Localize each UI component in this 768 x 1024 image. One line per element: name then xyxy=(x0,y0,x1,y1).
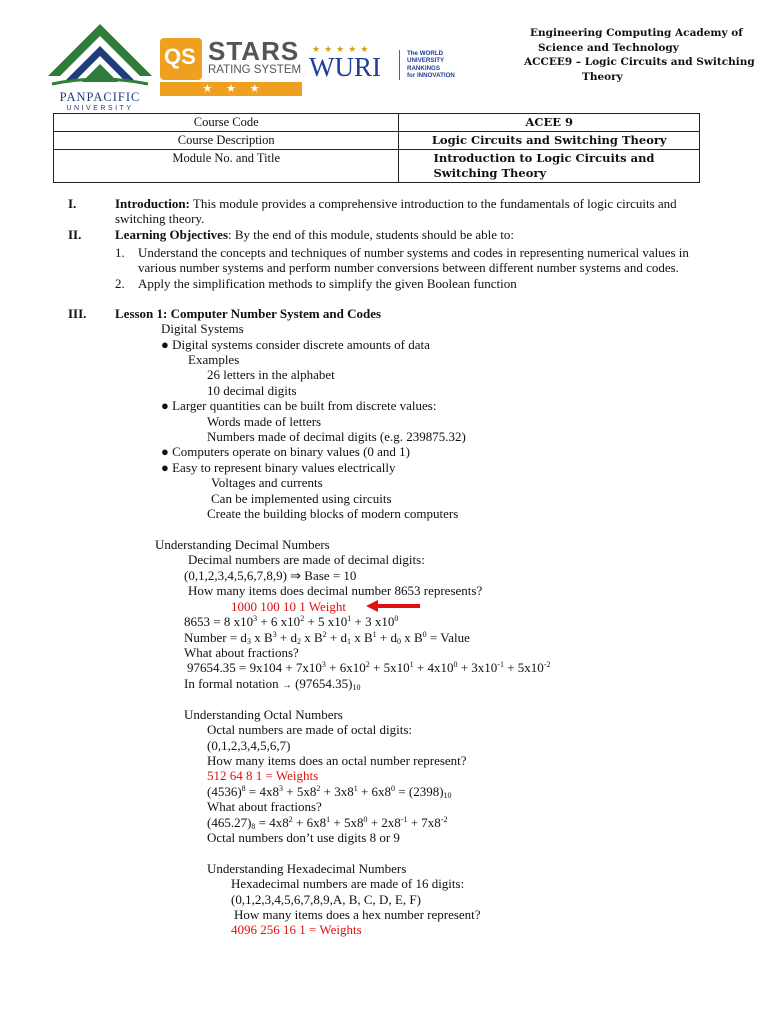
lesson-line: Create the building blocks of modern computers xyxy=(207,506,459,521)
rating-system-text: RATING SYSTEM xyxy=(208,64,302,76)
stars-text: STARS xyxy=(208,36,300,66)
equation-line: Number = $d_3$ x $B^3 + d_2$ x $B^2 + d_1$ x $B^1 + d_0$ x $B^0$ = Value xyxy=(184,630,470,646)
lesson-line: How many items does an octal number represent? xyxy=(207,753,467,768)
lesson-line: 26 letters in the alphabet xyxy=(207,367,335,382)
lesson-line: How many items does a hex number represent? xyxy=(234,907,481,922)
objectives-text: : By the end of this module, students should be able to: xyxy=(228,227,514,242)
lesson-line: Hexadecimal numbers are made of 16 digits: xyxy=(231,876,465,891)
weights-line: 1000 100 10 1 Weight xyxy=(231,599,346,614)
objectives-paragraph xyxy=(115,227,514,242)
objectives-label: Learning Objectives xyxy=(115,227,229,242)
lesson-line: Numbers made of decimal digits (e.g. 239875.32) xyxy=(207,429,466,444)
lesson-line: Words made of letters xyxy=(207,414,322,429)
list-item-cont: various number systems and perform number conversions between different number systems and codes. xyxy=(138,260,679,275)
intro-paragraph xyxy=(115,196,677,211)
equation-line: $(465.27)_8 = 4x8^2 + 6x8^1 + 5x8^0 + 2x8^{-1} + 7x8^{-2}$ xyxy=(207,815,448,831)
star-icon: ★ xyxy=(202,83,213,95)
bullet-line: ● Digital systems consider discrete amounts of data xyxy=(161,337,430,352)
bullet-line: ● Larger quantities can be built from discrete values: xyxy=(161,398,437,413)
star-icon: ★ xyxy=(348,44,361,54)
wuri-tagline-line: UNIVERSITY xyxy=(407,57,445,65)
lesson-line: Decimal numbers are made of decimal digits: xyxy=(188,552,425,567)
table-value: Introduction to Logic Circuits and Switching Theory xyxy=(399,150,700,183)
lesson-title: Lesson 1: Computer Number System and Codes xyxy=(115,306,382,321)
logo-university-text: UNIVERSITY xyxy=(66,105,134,112)
wuri-tagline-line: The WORLD xyxy=(407,50,444,57)
section-number: II. xyxy=(68,227,82,242)
list-number: 2. xyxy=(115,276,125,291)
star-icon: ★ xyxy=(226,83,236,95)
table-row xyxy=(54,114,700,132)
lesson-line: Octal numbers are made of octal digits: xyxy=(207,722,413,737)
bullet-line: ● Computers operate on binary values (0 and 1) xyxy=(161,444,411,459)
table-value: Logic Circuits and Switching Theory xyxy=(399,132,700,150)
intro-label: Introduction: xyxy=(115,196,190,211)
list-item: Understand the concepts and techniques of number systems and codes in representing numerical values in xyxy=(138,245,689,260)
lesson-line: Examples xyxy=(188,352,240,367)
section-number: III. xyxy=(68,306,87,321)
equation-line: 8653 = 8 $x10^3 + 6$ $x10^2 + 5$ $x10^1 + 3$ $x10^0$ xyxy=(184,614,399,629)
course-info-table xyxy=(53,113,700,183)
section-number: I. xyxy=(68,196,77,211)
table-row xyxy=(54,150,700,183)
institution-line: Science and Technology xyxy=(538,41,679,54)
equation-line: In formal notation → $(97654.35)_{10}$ xyxy=(184,676,361,692)
wuri-text: WURI xyxy=(309,52,381,82)
subheading: Understanding Octal Numbers xyxy=(184,707,343,722)
star-icon: ★ xyxy=(249,83,260,95)
list-number: 1. xyxy=(115,245,125,260)
star-icon: ★ xyxy=(360,44,373,54)
wuri-tagline-line: for INNOVATION xyxy=(407,71,455,79)
equation-line: $(4536)^8 = 4x8^3 + 5x8^2 + 3x8^1 + 6x8^0 = (2398)_{10}$ xyxy=(207,784,452,800)
table-label: Module No. and Title xyxy=(54,150,399,183)
red-arrow-icon xyxy=(366,599,422,613)
lesson-line: Octal numbers don’t use digits 8 or 9 xyxy=(207,830,400,845)
wuri-divider xyxy=(399,50,400,80)
course-line: Theory xyxy=(582,70,623,83)
panpacific-emblem-icon xyxy=(44,20,156,92)
logo-panpacific-text: PANPACIFIC xyxy=(59,90,141,104)
star-icon: ★ xyxy=(312,44,325,54)
wuri-logo xyxy=(309,44,469,84)
subheading: Understanding Hexadecimal Numbers xyxy=(207,861,407,876)
qs-text: QS xyxy=(164,44,196,69)
weights-line: 512 64 8 1 = Weights xyxy=(207,768,319,783)
star-icon: ★ xyxy=(324,44,337,54)
lesson-line: (0,1,2,3,4,5,6,7,8,9) ⇒ Base = 10 xyxy=(184,568,357,583)
list-item: Apply the simplification methods to simplify the given Boolean function xyxy=(138,276,517,291)
lesson-line: Digital Systems xyxy=(161,321,244,336)
equation-line: $97654.35 = 9x104 + 7x10^3 + 6x10^2 + 5x10^1 + 4x10^0 + 3x10^{-1} + 5x10^{-2}$ xyxy=(187,660,551,675)
lesson-line: 10 decimal digits xyxy=(207,383,297,398)
lesson-line: (0,1,2,3,4,5,6,7) xyxy=(207,738,291,753)
lesson-line: Voltages and currents xyxy=(211,475,323,490)
star-icon: ★ xyxy=(336,44,349,54)
intro-text-cont: switching theory. xyxy=(115,211,205,226)
table-value: ACEE 9 xyxy=(399,114,700,132)
qs-star-bar xyxy=(160,82,302,96)
lesson-line: Can be implemented using circuits xyxy=(211,491,392,506)
wuri-tagline-line: RANKINGS xyxy=(407,64,441,72)
lesson-line: (0,1,2,3,4,5,6,7,8,9,A, B, C, D, E, F) xyxy=(231,892,421,907)
bullet-line: ● Easy to represent binary values electrically xyxy=(161,460,396,475)
header-institution xyxy=(500,26,755,84)
intro-text: This module provides a comprehensive introduction to the fundamentals of logic circuits and xyxy=(189,196,677,211)
table-label: Course Code xyxy=(54,114,399,132)
table-label: Course Description xyxy=(54,132,399,150)
lesson-line: How many items does decimal number 8653 represents? xyxy=(188,583,483,598)
qs-stars-logo xyxy=(160,38,302,96)
table-row xyxy=(54,132,700,150)
weights-line: 4096 256 16 1 = Weights xyxy=(231,922,362,937)
institution-line: Engineering Computing Academy of xyxy=(530,27,743,39)
wuri-tagline xyxy=(407,50,455,79)
course-line: ACCEE9 – Logic Circuits and Switching xyxy=(524,56,755,68)
subheading: Understanding Decimal Numbers xyxy=(155,537,330,552)
lesson-line: What about fractions? xyxy=(184,645,299,660)
panpacific-logo xyxy=(44,20,156,112)
lesson-line: What about fractions? xyxy=(207,799,322,814)
